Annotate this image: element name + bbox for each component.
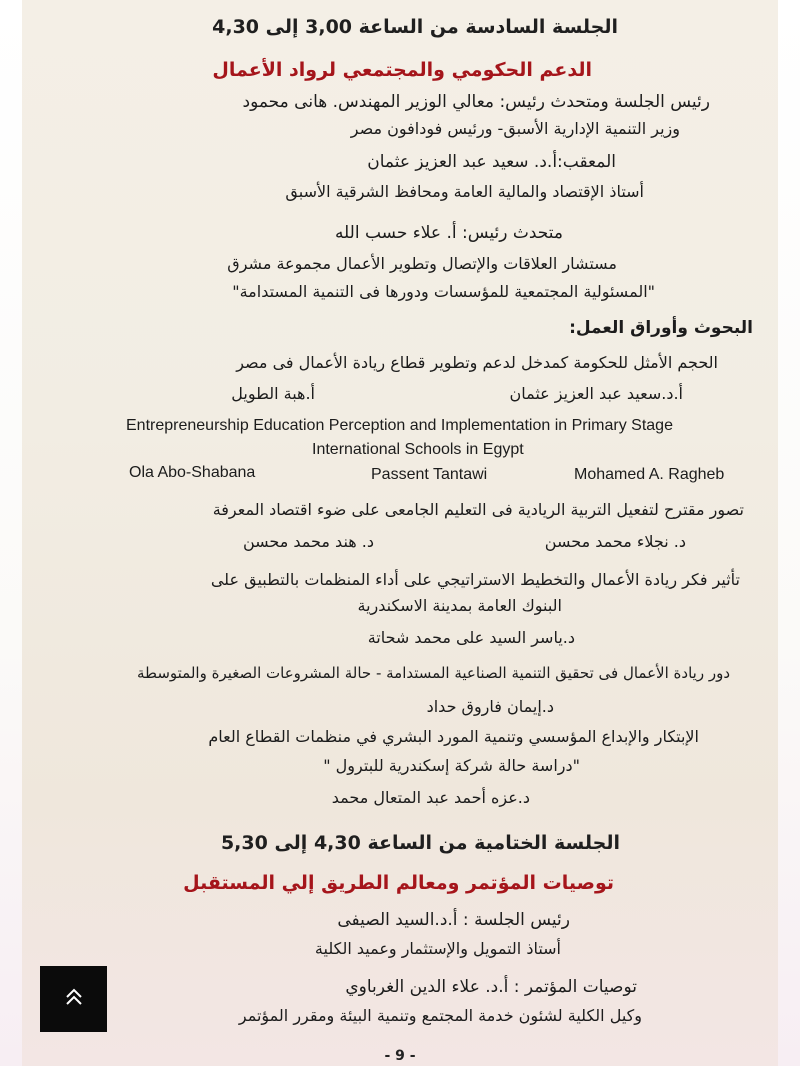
closing-chair: رئيس الجلسة : أ.د.السيد الصيفى [337, 910, 570, 930]
paper6-title-line2: "دراسة حالة شركة إسكندرية للبترول " [323, 756, 580, 775]
paper5-author: د.إيمان فاروق حداد [426, 697, 554, 716]
session6-discussant-role: أستاذ الإقتصاد والمالية العامة ومحافظ الشرقية الأسبق [285, 182, 644, 201]
closing-title: الجلسة الختامية من الساعة 4,30 إلى 5,30 [220, 832, 620, 854]
closing-recommendations: توصيات المؤتمر : أ.د. علاء الدين الغرباوي [345, 977, 637, 997]
paper2-title-line2: International Schools in Egypt [312, 441, 524, 458]
page-left-margin [0, 0, 22, 1066]
paper3-title: تصور مقترح لتفعيل التربية الريادية فى التعليم الجامعى على ضوء اقتصاد المعرفة [212, 500, 744, 519]
paper4-title-line1: تأثير فكر ريادة الأعمال والتخطيط الاستراتيجي على أداء المنظمات بالتطبيق على [210, 570, 740, 589]
paper2-author-3: Ola Abo-Shabana [129, 464, 256, 481]
session6-speaker-topic: "المسئولية المجتمعية للمؤسسات ودورها فى التنمية المستدامة" [232, 282, 655, 301]
session6-speaker-role: مستشار العلاقات والإتصال وتطوير الأعمال مجموعة مشرق [227, 254, 617, 273]
paper4-author: د.ياسر السيد على محمد شحاتة [367, 628, 575, 647]
paper6-author: د.عزه أحمد عبد المتعال محمد [331, 788, 530, 807]
paper6-title-line1: الإبتكار والإبداع المؤسسي وتنمية المورد البشري في منظمات القطاع العام [208, 727, 699, 746]
double-chevron-up-icon [62, 985, 86, 1013]
paper1-author-2: أ.هبة الطويل [231, 384, 315, 403]
paper2-title-line1: Entrepreneurship Education Perception and Implementation in Primary Stage [126, 417, 673, 434]
paper5-title: دور ريادة الأعمال فى تحقيق التنمية الصناعية المستدامة - حالة المشروعات الصغيرة والمتوسطة [136, 664, 730, 682]
paper4-title-line2: البنوك العامة بمدينة الاسكندرية [357, 596, 562, 615]
session6-subtitle: الدعم الحكومي والمجتمعي لرواد الأعمال [212, 59, 592, 81]
page-right-margin [778, 0, 800, 1066]
session6-chair: رئيس الجلسة ومتحدث رئيس: معالي الوزير المهندس. هانى محمود [242, 92, 710, 112]
paper2-author-1: Mohamed A. Ragheb [574, 466, 725, 483]
papers-heading: البحوث وأوراق العمل: [569, 318, 753, 338]
scroll-to-top-button[interactable] [40, 966, 107, 1032]
page-number: - 9 - [384, 1048, 416, 1064]
paper2-author-2: Passent Tantawi [371, 466, 488, 483]
session6-chair-role: وزير التنمية الإدارية الأسبق- ورئيس فودافون مصر [350, 119, 680, 138]
closing-subtitle: توصيات المؤتمر ومعالم الطريق إلي المستقبل [183, 872, 614, 894]
session6-title: الجلسة السادسة من الساعة 3,00 إلى 4,30 [212, 16, 618, 38]
paper3-author-2: د. هند محمد محسن [242, 532, 374, 551]
closing-chair-role: أستاذ التمويل والإستثمار وعميد الكلية [314, 939, 561, 958]
paper1-author-1: أ.د.سعيد عبد العزيز عثمان [509, 384, 683, 403]
paper3-author-1: د. نجلاء محمد محسن [544, 532, 686, 551]
session6-speaker: متحدث رئيس: أ. علاء حسب الله [334, 223, 563, 243]
paper1-title: الحجم الأمثل للحكومة كمدخل لدعم وتطوير قطاع ريادة الأعمال فى مصر [236, 353, 718, 372]
session6-discussant: المعقب:أ.د. سعيد عبد العزيز عثمان [367, 152, 616, 172]
closing-recommendations-role: وكيل الكلية لشئون خدمة المجتمع وتنمية البيئة ومقرر المؤتمر [238, 1006, 642, 1025]
